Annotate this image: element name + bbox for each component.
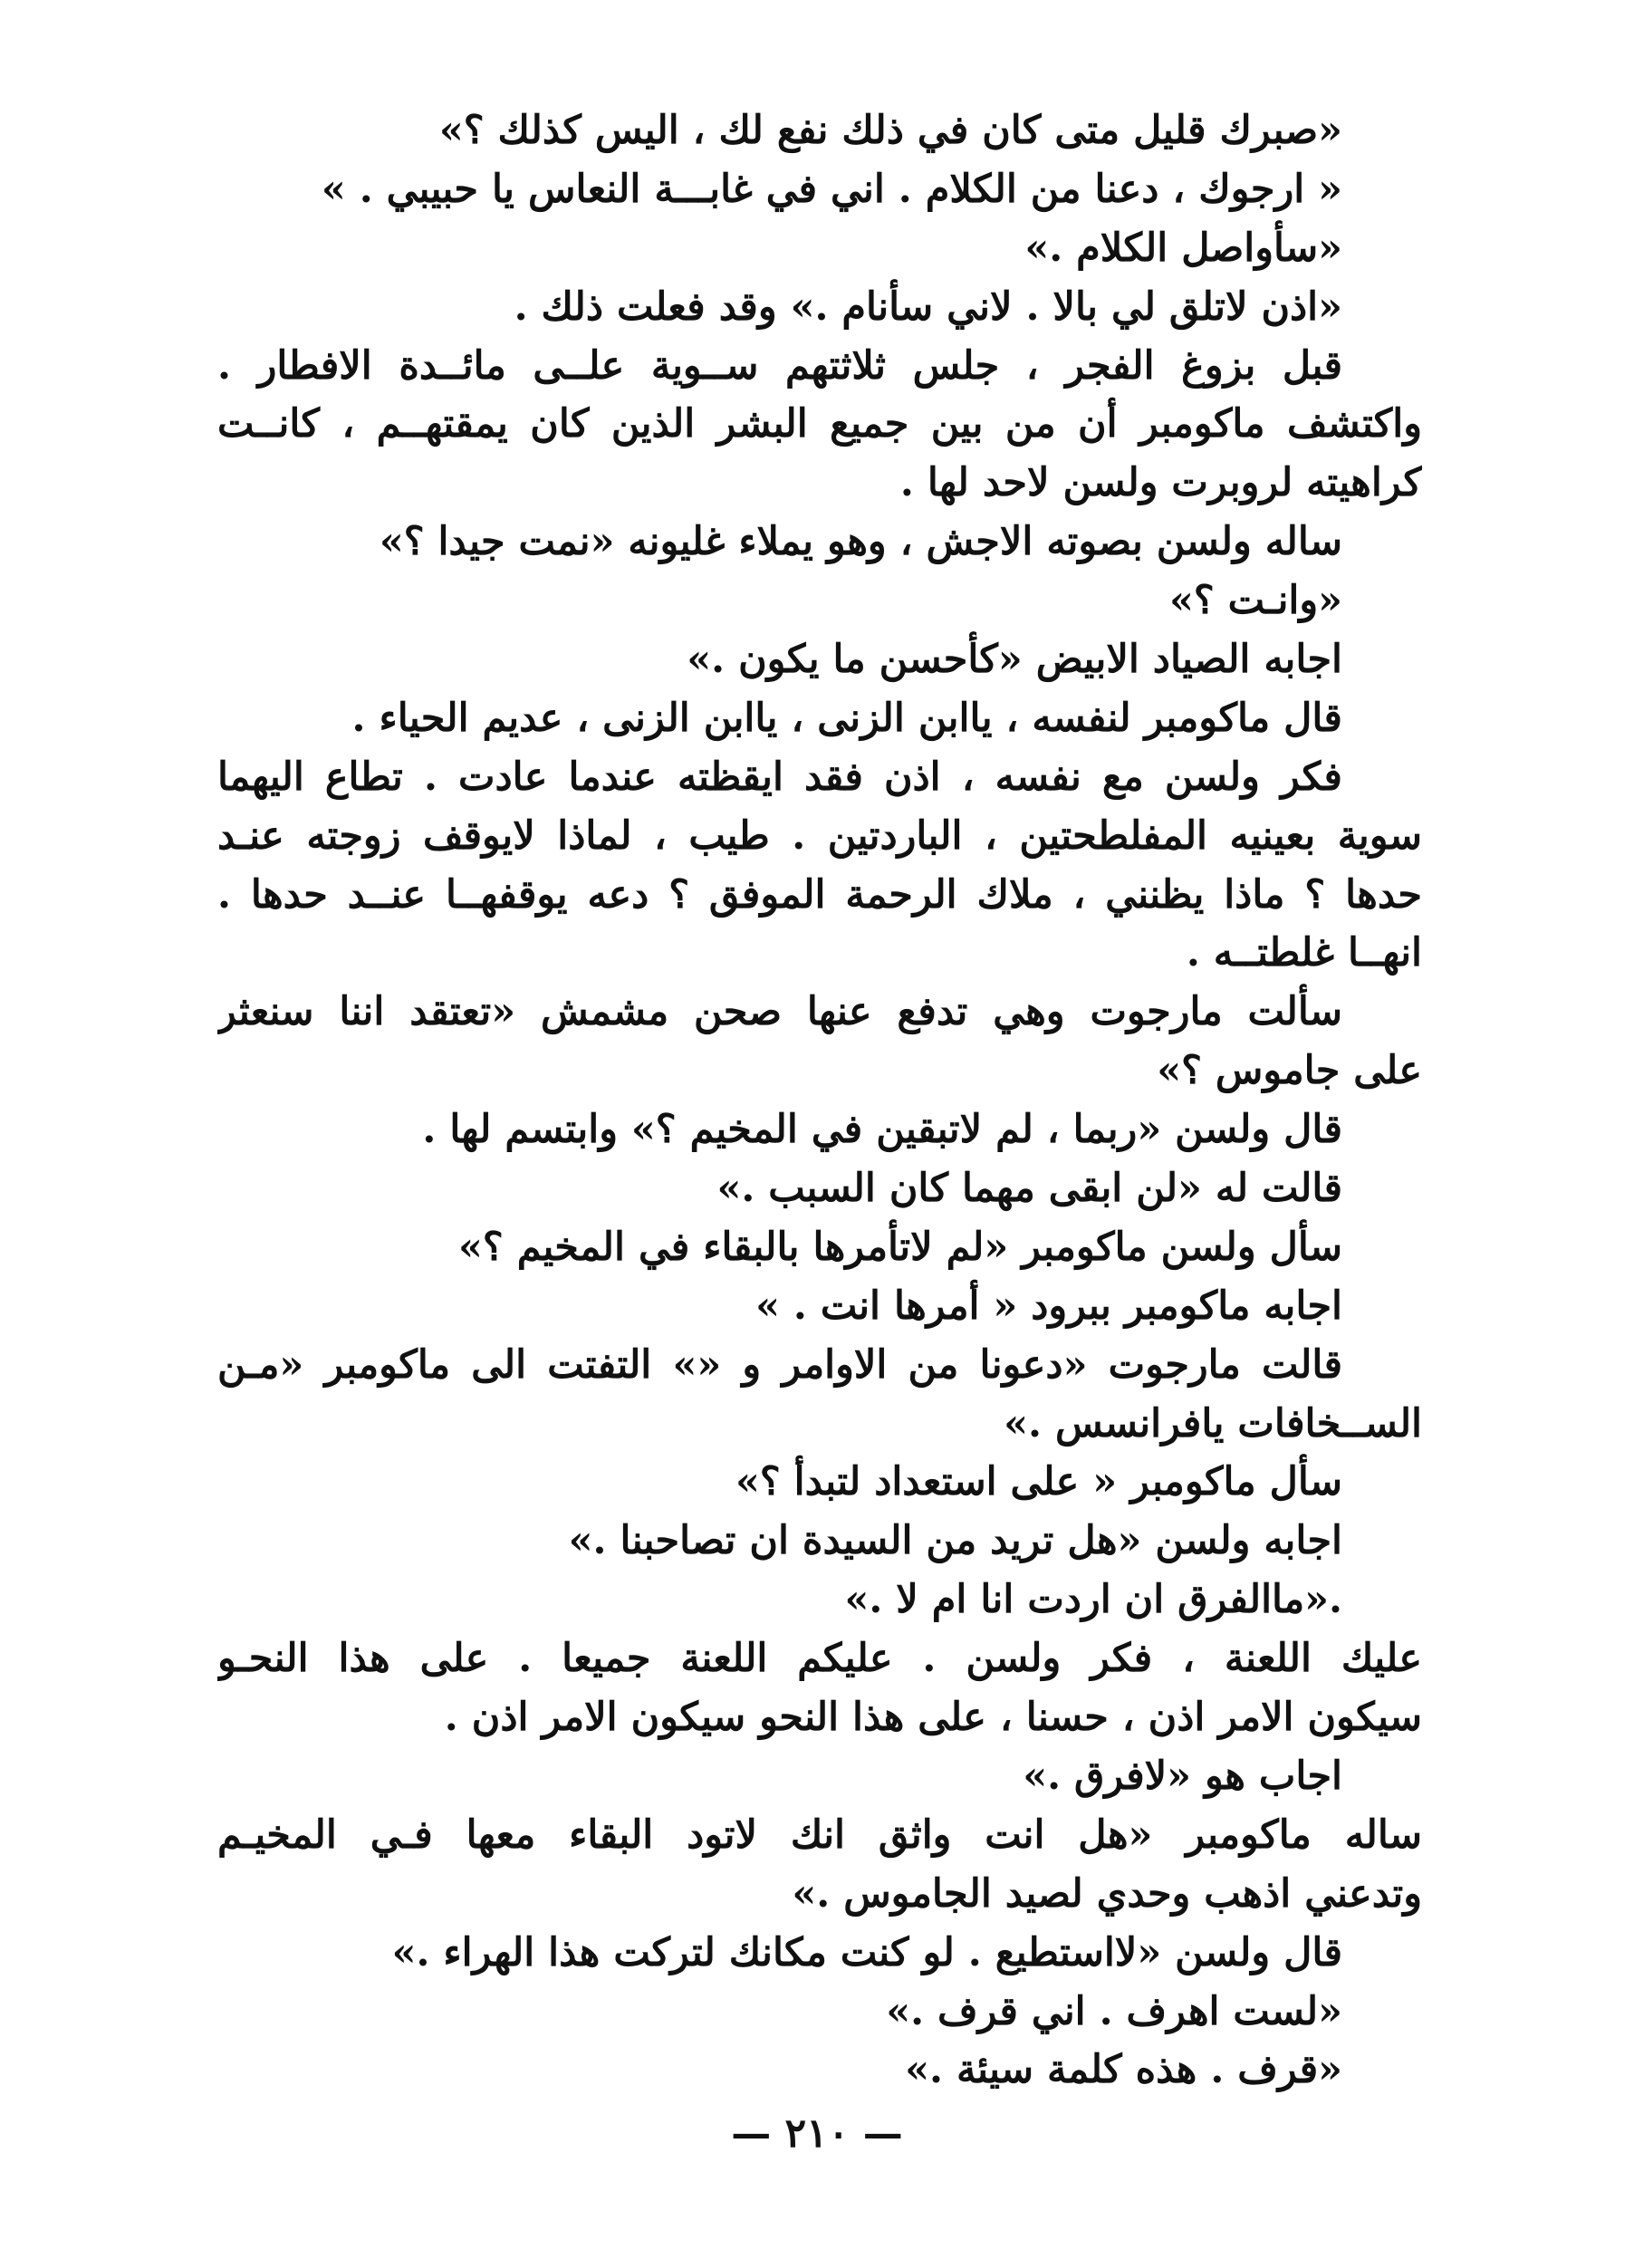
page-text-block: [217, 101, 1422, 2100]
text-line: «قرف . هذه كلمة سيئة .»: [905, 2047, 1342, 2093]
text-line: سأل ولسن ماكومبر «لم لاتأمرها بالبقاء في المخيم ؟»: [458, 1224, 1342, 1270]
text-line: سوية بعينيه المفلطحتين ، الباردتين . طيب ، لماذا لايوقف زوجته عنـد: [217, 812, 1422, 859]
text-line: ساله ماكومبر «هل انت واثق انك لاتود البقاء معها فـي المخيـم: [217, 1812, 1422, 1858]
text-line: اجابه ولسن «هل تريد من السيدة ان تصاحبنا .»: [568, 1518, 1342, 1564]
text-line: عليك اللعنة ، فكر ولسن . عليكم اللعنة جميعا . على هذا النحـو: [217, 1636, 1422, 1682]
text-line: «اذن لاتلق لي بالا . لاني سأنام .» وقد فعلت ذلك .: [514, 284, 1342, 330]
text-line: الســخافات يافرانسس .»: [1004, 1400, 1422, 1446]
text-line: سألت مارجوت وهي تدفع عنها صحن مشمش «تعتقد اننا سنعثر: [217, 989, 1342, 1035]
text-line: قال ولسن «ربما ، لم لاتبقين في المخيم ؟» وابتسم لها .: [422, 1107, 1342, 1153]
text-line: سيكون الامر اذن ، حسنا ، على هذا النحو سيكون الامر اذن .: [444, 1695, 1422, 1741]
text-line: قال ماكومبر لنفسه ، ياابن الزنى ، ياابن الزنى ، عديم الحياء .: [351, 695, 1342, 741]
text-line: قالت مارجوت «دعونا من الاوامر و «» التفتت الى ماكومبر «مـن: [217, 1341, 1342, 1388]
page-number: — ٢١٠ —: [731, 2110, 903, 2157]
text-line: «صبرك قليل متى كان في ذلك نفع لك ، اليس كذلك ؟»: [438, 108, 1342, 153]
text-line: حدها ؟ ماذا يظنني ، ملاك الرحمة الموفق ؟ دعه يوقفهــا عنــد حدها .: [217, 871, 1422, 918]
text-line: قبل بزوغ الفجر ، جلس ثلاثتهم ســوية علــى مائــدة الافطار .: [217, 342, 1342, 389]
text-line: قالت له «لن ابقى مهما كان السبب .»: [716, 1166, 1342, 1212]
text-line: اجابه الصياد الابيض «كأحسن ما يكون .»: [687, 637, 1342, 683]
text-line: « ارجوك ، دعنا من الكلام . اني في غابـــة النعاس يا حبيبي . »: [321, 166, 1342, 212]
text-line: واكتشف ماكومبر أن من بين جميع البشر الذين كان يمقتهــم ، كانــت: [217, 401, 1422, 447]
text-line: «سأواصل الكلام .»: [1024, 225, 1342, 271]
text-line: انهــا غلطتــه .: [1186, 930, 1422, 976]
text-line: وتدعني اذهب وحدي لصيد الجاموس .»: [792, 1870, 1422, 1917]
text-line: .«ماالفرق ان اردت انا ام لا .»: [844, 1577, 1342, 1623]
text-line: كراهيته لروبرت ولسن لاحد لها .: [899, 460, 1422, 506]
text-line: اجابه ماكومبر ببرود « أمرها انت . »: [755, 1283, 1342, 1329]
text-line: اجاب هو «لافرق .»: [1023, 1753, 1342, 1799]
text-line: ساله ولسن بصوته الاجش ، وهو يملاء غليونه «نمت جيدا ؟»: [379, 519, 1342, 565]
text-line: قال ولسن «لااستطيع . لو كنت مكانك لتركت هذا الهراء .»: [391, 1929, 1342, 1975]
text-line: فكر ولسن مع نفسه ، اذن فقد ايقظته عندما عادت . تطاع اليهما: [217, 754, 1342, 800]
text-line: سأل ماكومبر « على استعداد لتبدأ ؟»: [735, 1459, 1342, 1505]
text-line: «وانـت ؟»: [1168, 578, 1342, 624]
text-line: على جاموس ؟»: [1157, 1048, 1422, 1094]
text-line: «لست اهرف . اني قرف .»: [886, 1988, 1342, 2034]
